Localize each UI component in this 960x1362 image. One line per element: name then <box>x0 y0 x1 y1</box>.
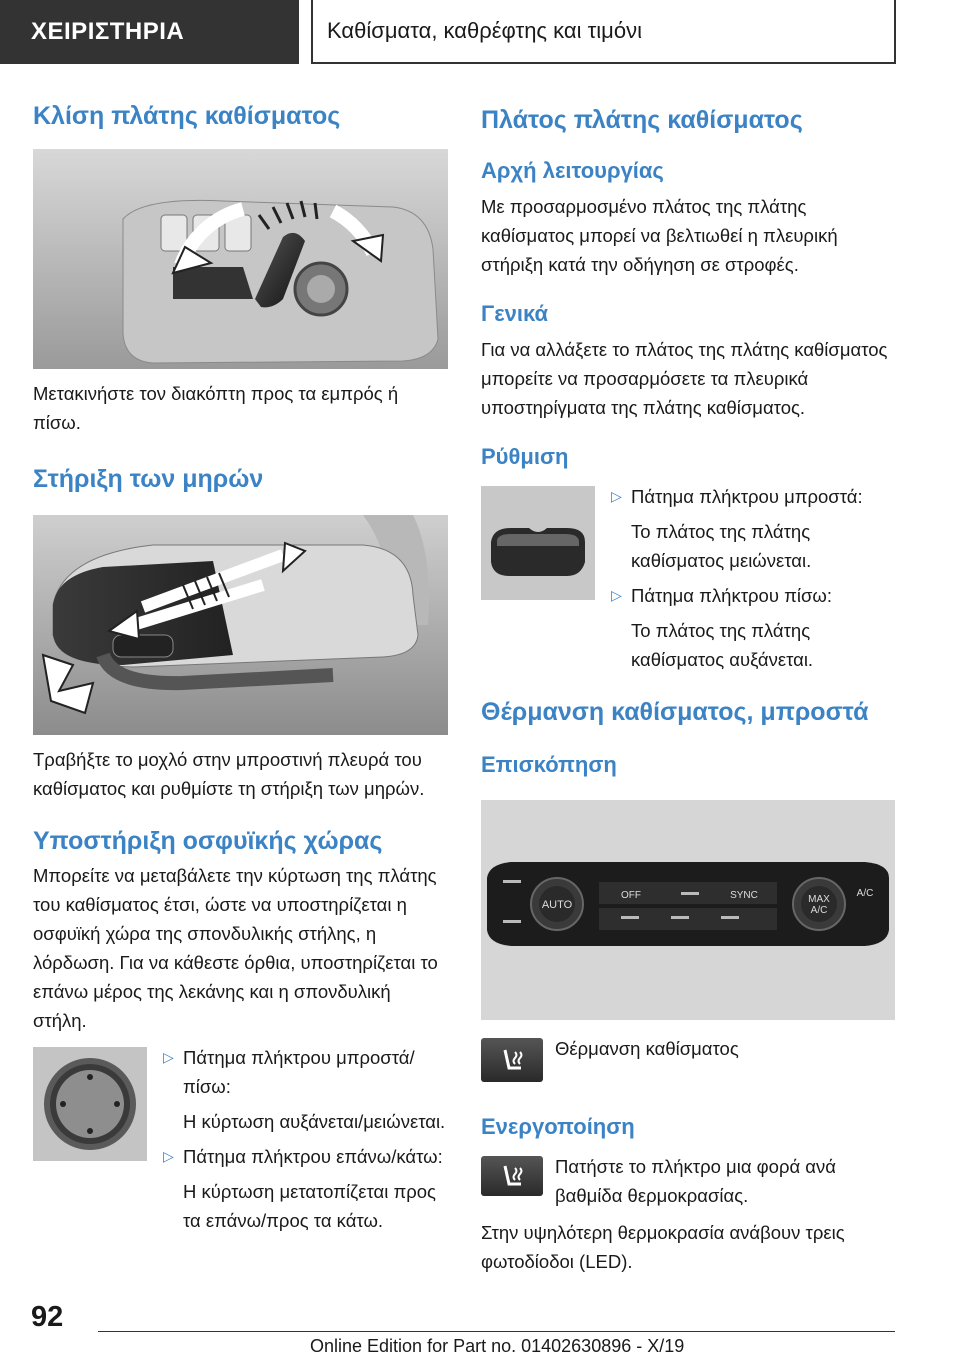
recline-text: Μετακινήστε τον διακόπτη προς τα εμπρός ή πίσω. <box>33 383 399 433</box>
led-text: Στην υψηλότερη θερμοκρασία ανάβουν τρεις φωτοδίοδοι (LED). <box>481 1222 845 1272</box>
heating-heading: Θέρμανση καθίσματος, μπροστά <box>481 698 869 726</box>
lumbar-item-action: Πάτημα πλήκτρου επάνω/κάτω: <box>183 1146 443 1167</box>
width-controls <box>481 486 895 674</box>
seat-heating-button-icon <box>481 1156 543 1196</box>
lumbar-item-result: Η κύρτωση αυξάνεται/μειώνεται. <box>183 1111 446 1132</box>
general-heading: Γενικά <box>481 301 549 326</box>
sync-label: SYNC <box>730 890 758 901</box>
recline-heading: Κλίση πλάτης καθίσματος <box>33 102 341 130</box>
footer-divider <box>98 1331 895 1332</box>
width-item-result: Το πλάτος της πλάτης καθίσματος αυξάνεται. <box>631 620 814 670</box>
triangle-bullet-icon: ▷ <box>611 587 622 603</box>
width-list <box>609 486 895 674</box>
thigh-heading: Στήριξη των μηρών <box>33 465 264 493</box>
thigh-support-photo <box>33 515 448 735</box>
ac-label: A/C <box>856 888 874 899</box>
heating-legend-label: Θέρμανση καθίσματος <box>555 1038 739 1059</box>
lumbar-item <box>161 1142 448 1171</box>
page-number: 92 <box>31 1301 64 1333</box>
activation-row <box>481 1154 895 1210</box>
general-text: Για να αλλάξετε το πλάτος της πλάτης καθίσματος μπορείτε να προσαρμόσετε τα πλευρικά υποστηρίγματα της πλάτης καθίσματος. <box>481 339 888 418</box>
right-column <box>481 90 895 1276</box>
width-item-result: Το πλάτος της πλάτης καθίσματος μειώνεται. <box>631 521 812 571</box>
width-switch-photo <box>481 486 595 600</box>
adjust-heading: Ρύθμιση <box>481 444 569 469</box>
heating-legend <box>481 1036 895 1082</box>
lumbar-list <box>161 1047 448 1235</box>
triangle-bullet-icon: ▷ <box>611 488 622 504</box>
max-label: MAX <box>808 894 830 905</box>
principle-text: Με προσαρμοσμένο πλάτος της πλάτης καθίσματος μπορεί να βελτιωθεί η πλευρική στήριξη κατά την οδήγηση σε στροφές. <box>481 196 838 275</box>
lumbar-controls <box>33 1047 448 1235</box>
lumbar-heading: Υποστήριξη οσφυϊκής χώρας <box>33 827 383 855</box>
edition-note: Online Edition for Part no. 01402630896 - X/19 <box>310 1336 685 1356</box>
triangle-bullet-icon: ▷ <box>163 1049 174 1065</box>
lumbar-switch-photo <box>33 1047 147 1161</box>
lumbar-item <box>161 1043 448 1101</box>
left-column <box>33 90 448 1235</box>
max-ac-label: A/C <box>810 905 828 916</box>
climate-panel-photo <box>481 800 895 1020</box>
width-item-action: Πάτημα πλήκτρου πίσω: <box>631 585 832 606</box>
seat-heating-icon <box>481 1038 543 1082</box>
width-item-action: Πάτημα πλήκτρου μπροστά: <box>631 486 863 507</box>
principle-heading: Αρχή λειτουργίας <box>481 158 664 183</box>
activation-text: Πατήστε το πλήκτρο μια φορά ανά βαθμίδα θερμοκρασίας. <box>555 1156 836 1206</box>
triangle-bullet-icon: ▷ <box>163 1148 174 1164</box>
width-item <box>609 482 895 511</box>
overview-heading: Επισκόπηση <box>481 752 617 777</box>
lumbar-text: Μπορείτε να μεταβάλετε την κύρτωση της πλάτης του καθίσματος έτσι, ώστε να υποστηρίζεται η οσφυϊκή χώρα της σπονδυλικής στήλης, η λόρδωση. Για να κάθεστε όρθια, υποστηρίζεται το επάνω μέρος της λεκάνης και η σπονδυλική στήλη. <box>33 865 438 1031</box>
width-heading: Πλάτος πλάτης καθίσματος <box>481 106 803 134</box>
thigh-text: Τραβήξτε το μοχλό στην μπροστινή πλευρά του καθίσματος και ρυθμίστε τη στήριξη των μηρών. <box>33 749 425 799</box>
auto-label: AUTO <box>541 899 573 911</box>
lumbar-item-action: Πάτημα πλήκτρου μπροστά/πίσω: <box>183 1047 415 1097</box>
chapter-title: Καθίσματα, καθρέφτης και τιμόνι <box>311 0 896 64</box>
width-item <box>609 581 895 610</box>
activation-heading: Ενεργοποίηση <box>481 1114 635 1139</box>
off-label: OFF <box>621 890 641 901</box>
lumbar-item-result: Η κύρτωση μετατοπίζεται προς τα επάνω/προς τα κάτω. <box>183 1181 436 1231</box>
recline-switch-photo <box>33 149 448 369</box>
page-header <box>0 0 960 66</box>
section-tab: ΧΕΙΡΙΣΤΗΡΙΑ <box>0 0 299 64</box>
